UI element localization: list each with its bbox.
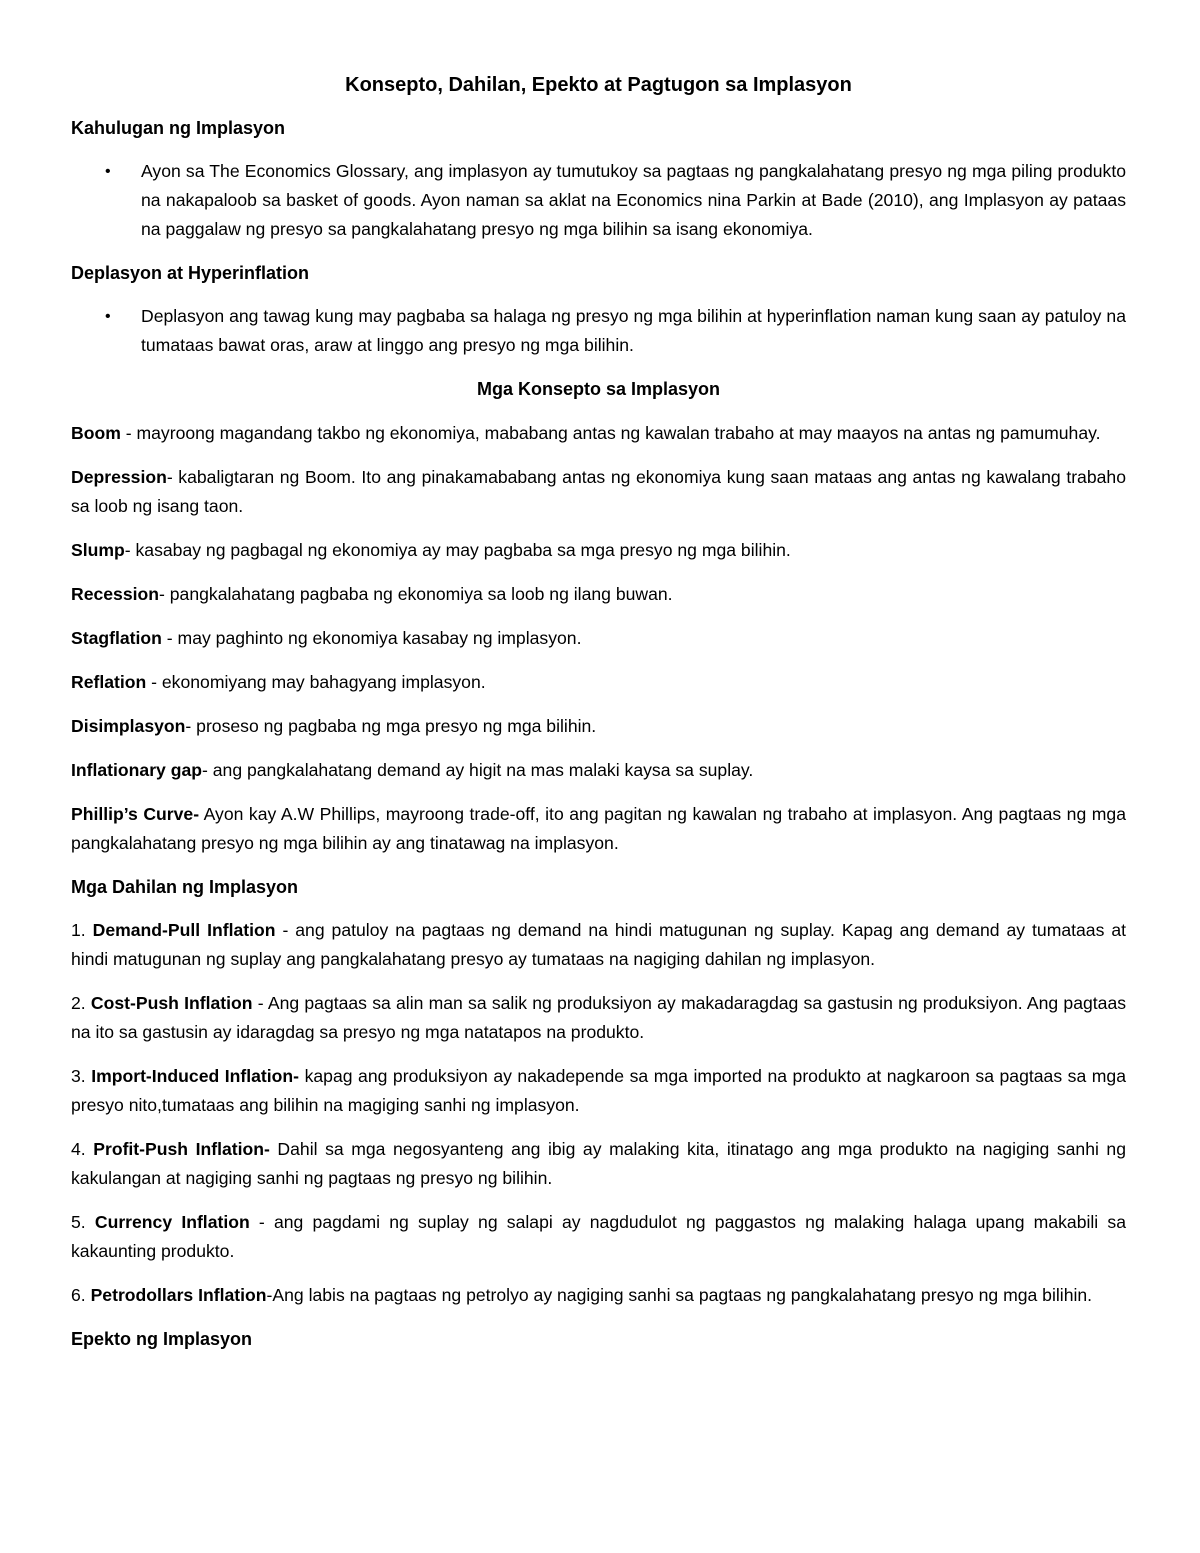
concept-item [71,800,1126,858]
cause-item [71,1135,1126,1193]
cause-term: Demand-Pull Inflation [92,920,276,940]
concept-term: Inflationary gap [71,760,202,780]
cause-definition: - ang pagdami ng suplay ng salapi ay nagdudulot ng paggastos ng malaking halaga upang makabili sa kakaunting produkto. [71,1212,1126,1261]
cause-number: 4. [71,1139,94,1159]
concept-term: Boom [71,423,121,443]
cause-number: 6. [71,1285,91,1305]
concept-term: Depression [71,467,167,487]
bullet-icon: • [105,308,111,325]
concept-definition: - proseso ng pagbaba ng mga presyo ng mga bilihin. [185,716,597,736]
cause-number: 5. [71,1212,95,1232]
concept-item [71,419,1126,448]
cause-term: Petrodollars Inflation [90,1285,267,1305]
bullet-kahulugan [71,157,1126,244]
cause-term: Profit-Push Inflation- [93,1139,270,1159]
concept-item [71,580,1126,609]
concept-item [71,756,1126,785]
concept-definition: - pangkalahatang pagbaba ng ekonomiya sa loob ng ilang buwan. [159,584,673,604]
cause-item [71,916,1126,974]
concept-item [71,463,1126,521]
cause-number: 2. [71,993,91,1013]
cause-definition: -Ang labis na pagtaas ng petrolyo ay nagiging sanhi sa pagtaas ng pangkalahatang presyo ng mga bilihin. [266,1285,1093,1305]
heading-deplasyon: Deplasyon at Hyperinflation [71,263,310,283]
concept-definition: - kabaligtaran ng Boom. Ito ang pinakamababang antas ng ekonomiya kung saan mataas ang antas ng kawalang trabaho sa loob ng isang taon. [71,467,1126,516]
concept-definition: - ang pangkalahatang demand ay higit na mas malaki kaysa sa suplay. [202,760,754,780]
concept-item [71,712,1126,741]
cause-item [71,989,1126,1047]
cause-item [71,1281,1126,1310]
concept-term: Recession [71,584,160,604]
bullet-deplasyon [71,302,1126,360]
concept-item [71,536,1126,565]
cause-term: Import-Induced Inflation- [91,1066,300,1086]
cause-number: 3. [71,1066,92,1086]
cause-number: 1. [71,920,93,940]
concept-item [71,668,1126,697]
heading-kahulugan: Kahulugan ng Implasyon [71,118,286,138]
concept-term: Slump [71,540,125,560]
cause-definition: - Ang pagtaas sa alin man sa salik ng produksiyon ay makadaragdag sa gastusin ng produksiyon. Ang pagtaas na ito sa gastusin ay idaragdag sa presyo ng mga natatapos na produkto. [71,993,1127,1042]
cause-definition: Dahil sa mga negosyanteng ang ibig ay malaking kita, itinatago ang mga produkto na nagiging sanhi ng kakulangan at nagiging sanhi ng pagtaas ng presyo ng bilihin. [71,1139,1127,1188]
heading-konsepto: Mga Konsepto sa Implasyon [476,379,721,399]
concept-definition: - kasabay ng pagbagal ng ekonomiya ay may pagbaba sa mga presyo ng mga bilihin. [124,540,791,560]
heading-epekto: Epekto ng Implasyon [71,1329,253,1349]
concept-term: Stagflation [71,628,162,648]
cause-term: Currency Inflation [94,1212,250,1232]
cause-definition: kapag ang produksiyon ay nakadepende sa mga imported na produkto at nagkaroon sa pagtaas sa mga presyo nito,tumataas ang bilihin na magiging sanhi ng implasyon. [71,1066,1126,1115]
bullet-text: Ayon sa The Economics Glossary, ang implasyon ay tumutukoy sa pagtaas ng pangkalahatang presyo ng mga piling produkto na nakapaloob sa basket of goods. Ayon naman sa aklat na Economics nina Parkin at Bade (2010), ang Implasyon ay pataas na paggalaw ng presyo sa pangkalahatang presyo ng mga bilihin sa isang ekonomiya. [141,161,1126,239]
document-title: Konsepto, Dahilan, Epekto at Pagtugon sa Implasyon [345,74,852,96]
concept-term: Disimplasyon [71,716,186,736]
concept-term: Phillip’s Curve- [71,804,200,824]
concept-definition: - mayroong magandang takbo ng ekonomiya, mababang antas ng kawalan trabaho at may maayos na antas ng pamumuhay. [120,423,1101,443]
bullet-icon: • [105,163,111,180]
cause-item [71,1208,1126,1266]
concept-definition: Ayon kay A.W Phillips, mayroong trade-off, ito ang pagitan ng kawalan ng trabaho at implasyon. Ang pagtaas ng mga pangkalahatang presyo ng mga bilihin ay ang tinatawag na implasyon. [71,804,1127,853]
heading-dahilan: Mga Dahilan ng Implasyon [71,877,299,897]
cause-item [71,1062,1126,1120]
concept-term: Reflation [71,672,147,692]
cause-term: Cost-Push Inflation [90,993,253,1013]
concept-item [71,624,1126,653]
concept-definition: - may paghinto ng ekonomiya kasabay ng implasyon. [161,628,582,648]
bullet-text: Deplasyon ang tawag kung may pagbaba sa halaga ng presyo ng mga bilihin at hyperinflation naman kung saan ay patuloy na tumataas bawat oras, araw at linggo ang presyo ng mga bilihin. [141,306,1126,355]
concept-definition: - ekonomiyang may bahagyang implasyon. [146,672,486,692]
cause-definition: - ang patuloy na pagtaas ng demand na hindi matugunan ng suplay. Kapag ang demand ay tumataas at hindi matugunan ng suplay ang pangkalahatang presyo ay tumataas na nagiging dahilan ng implasyon. [71,920,1127,969]
